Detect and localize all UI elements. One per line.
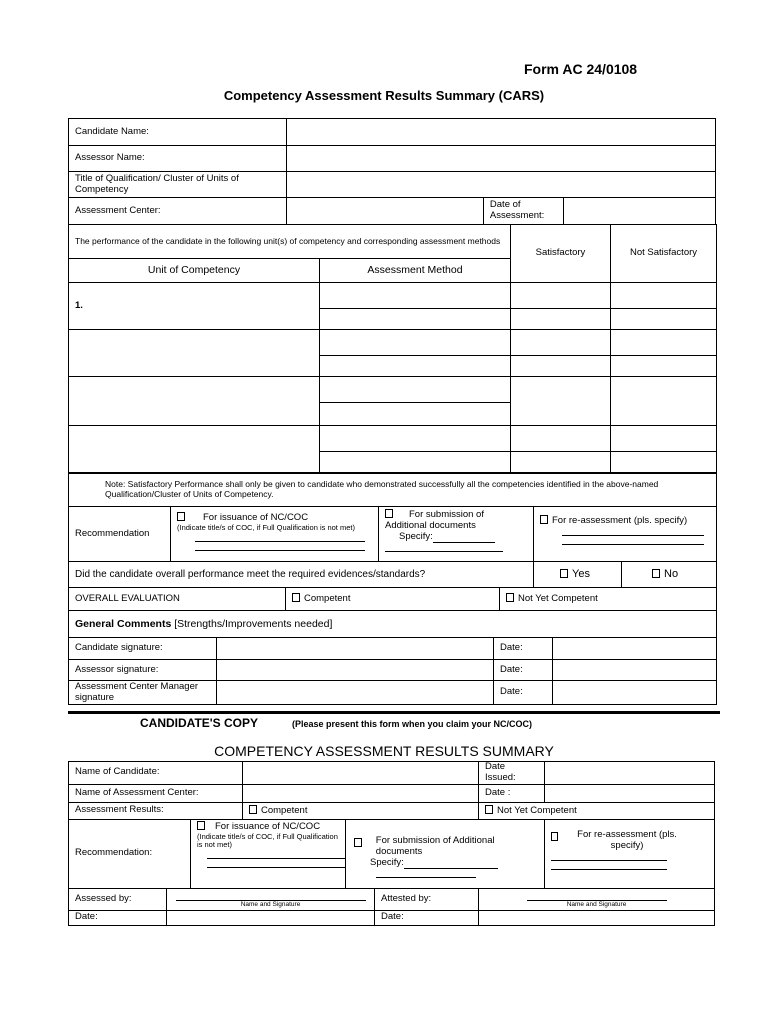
issuance-option[interactable] [171,507,379,562]
not-satisfactory-cell[interactable] [611,356,717,377]
method-cell[interactable] [320,330,511,356]
not-satisfactory-cell[interactable] [611,377,717,426]
satisfactory-cell[interactable] [511,452,611,473]
issuance-line[interactable] [207,867,346,868]
checkbox-icon[interactable] [197,821,205,830]
checkbox-icon[interactable] [560,569,568,578]
issuance-label: For issuance of NC/COC [215,820,321,832]
date-issued-field[interactable] [545,762,715,785]
reassessment-label: For re-assessment (pls. specify) [552,515,688,526]
assessment-results-label: Assessment Results: [69,802,243,819]
method-cell[interactable] [320,426,511,452]
yes-option[interactable] [534,562,622,588]
form-title: Competency Assessment Results Summary (CARS) [223,88,545,103]
specify-line[interactable] [433,542,495,543]
satisfactory-cell[interactable] [511,309,611,330]
method-cell[interactable] [320,377,511,403]
method-cell[interactable] [320,452,511,473]
submission-line[interactable] [385,551,503,552]
date-field[interactable] [553,660,717,681]
issuance-line[interactable] [195,550,365,551]
name-signature-label: Name and Signature [176,900,366,908]
candidate-signature-label: Candidate signature: [69,638,217,660]
satisfactory-cell[interactable] [511,330,611,356]
date-label: Date: [494,681,553,705]
checkbox-icon[interactable] [652,569,660,578]
date-of-assessment-field[interactable] [564,198,716,225]
issuance-note: (Indicate title/s of COC, if Full Qualification is not met) [197,831,338,850]
competent-label: Competent [261,804,308,816]
checkbox-icon[interactable] [551,832,558,841]
unit-row-2[interactable] [69,330,320,377]
overall-question: Did the candidate overall performance meet the required evidences/standards? [69,562,534,588]
issuance-note: (Indicate title/s of COC, if Full Qualification is not met) [177,522,355,532]
submission-label: For submission of Additional documents [385,509,484,531]
reassessment-label: For re-assessment (pls. specify) [577,828,677,851]
satisfactory-cell[interactable] [511,377,611,426]
reassessment-option[interactable] [545,819,715,888]
general-comments-hint: [Strengths/Improvements needed] [174,617,333,630]
date-field[interactable] [545,784,715,802]
attested-date-label: Date: [375,910,479,925]
date-label: Date: [494,638,553,660]
manager-signature-field[interactable] [217,681,494,705]
assessment-center-label: Assessment Center: [69,198,287,225]
candidate-copy-title: CANDIDATE'S COPY [140,716,258,730]
submission-label: For submission of Additional documents [375,834,495,857]
attested-by-label: Attested by: [375,888,479,910]
candidate-name-label: Candidate Name: [69,119,287,146]
reassessment-option[interactable] [534,507,717,562]
not-satisfactory-header: Not Satisfactory [611,225,717,283]
checkbox-icon[interactable] [506,593,514,602]
divider [68,711,720,714]
competent-option[interactable] [243,802,479,819]
evaluation-table [68,473,717,588]
specify-line[interactable] [404,868,498,869]
competent-option[interactable] [286,588,500,611]
reassessment-line[interactable] [562,544,704,545]
candidate-copy-table [68,761,715,926]
assessor-signature-field[interactable] [217,660,494,681]
assessor-name-field[interactable] [287,146,716,172]
qualification-field[interactable] [287,172,716,198]
overall-evaluation-table [68,587,717,638]
assessed-by-label: Assessed by: [69,888,167,910]
name-of-candidate-label: Name of Candidate: [69,762,243,785]
reassessment-line[interactable] [551,869,667,870]
signature-table [68,637,717,705]
checkbox-icon[interactable] [540,515,548,524]
not-satisfactory-cell[interactable] [611,426,717,452]
date-of-assessment-label: Date of Assessment: [483,198,563,225]
reassessment-line[interactable] [562,535,704,536]
method-header: Assessment Method [320,259,511,283]
checkbox-icon[interactable] [354,838,362,847]
submission-line[interactable] [376,877,476,878]
attested-date-field[interactable] [479,910,715,925]
submission-option[interactable] [379,507,534,562]
not-yet-competent-option[interactable] [479,802,715,819]
unit-row-4[interactable] [69,426,320,473]
checkbox-icon[interactable] [177,512,185,521]
checkbox-icon[interactable] [385,509,393,518]
performance-note: The performance of the candidate in the following unit(s) of competency and corresponding assessment methods [69,225,511,259]
candidate-signature-field[interactable] [217,638,494,660]
attested-by-signature-field[interactable] [479,888,715,910]
general-comments-field[interactable] [69,611,717,638]
manager-signature-label: Assessment Center Manager signature [69,681,217,705]
assessment-center-field[interactable] [287,198,484,225]
satisfactory-cell[interactable] [511,426,611,452]
not-satisfactory-cell[interactable] [611,283,717,309]
method-cell[interactable] [320,356,511,377]
assessor-name-label: Assessor Name: [69,146,287,172]
not-satisfactory-cell[interactable] [611,309,717,330]
not-yet-competent-option[interactable] [500,588,717,611]
assessed-date-field[interactable] [167,910,375,925]
candidate-copy-note: (Please present this form when you claim your NC/COC) [292,719,533,729]
not-satisfactory-cell[interactable] [611,452,717,473]
checkbox-icon[interactable] [485,805,493,814]
satisfactory-cell[interactable] [511,356,611,377]
issuance-line[interactable] [207,858,346,859]
issuance-label: For issuance of NC/COC [203,512,309,523]
issuance-option[interactable] [191,819,346,888]
name-signature-label: Name and Signature [527,900,667,908]
assessed-date-label: Date: [69,910,167,925]
method-cell[interactable] [320,283,511,309]
recommendation-label: Recommendation [69,507,171,562]
satisfactory-header: Satisfactory [511,225,611,283]
qualification-label: Title of Qualification/ Cluster of Units of Competency [69,172,287,198]
recommendation-label: Recommendation: [69,819,191,888]
date-field[interactable] [553,638,717,660]
reassessment-line[interactable] [551,860,667,861]
not-satisfactory-cell[interactable] [611,330,717,356]
method-cell[interactable] [320,403,511,426]
unit-row-3[interactable] [69,377,320,426]
no-label: No [664,568,679,581]
unit-row-1[interactable]: 1. [69,283,320,330]
overall-evaluation-label: OVERALL EVALUATION [69,588,286,611]
submission-option[interactable] [346,819,545,888]
date-issued-label: Date Issued: [479,762,545,785]
checkbox-icon[interactable] [249,805,257,814]
competent-label: Competent [304,593,351,605]
assessor-signature-label: Assessor signature: [69,660,217,681]
name-of-candidate-field[interactable] [243,762,479,785]
assessment-center-name-label: Name of Assessment Center: [69,784,243,802]
date-field[interactable] [553,681,717,705]
date-label: Date : [479,784,545,802]
candidate-name-field[interactable] [287,119,716,146]
unit-header: Unit of Competency [69,259,320,283]
candidate-info-table [68,118,716,225]
satisfactory-note: Note: Satisfactory Performance shall only be given to candidate who demonstrated successfully all the competencies identified in the above-named Qualification/Cluster of Units of Competency. [69,474,717,507]
not-yet-competent-label: Not Yet Competent [497,804,577,816]
specify-label: Specify: [370,856,404,868]
assessment-center-name-field[interactable] [243,784,479,802]
not-yet-competent-label: Not Yet Competent [518,593,598,605]
general-comments-label: General Comments [75,617,172,630]
checkbox-icon[interactable] [292,593,300,602]
satisfactory-cell[interactable] [511,283,611,309]
competency-table [68,224,717,473]
form-number: Form AC 24/0108 [524,61,638,77]
yes-label: Yes [572,568,590,581]
summary-title: COMPETENCY ASSESSMENT RESULTS SUMMARY [214,743,554,759]
assessed-by-signature-field[interactable] [167,888,375,910]
issuance-line[interactable] [195,541,365,542]
method-cell[interactable] [320,309,511,330]
specify-label: Specify: [399,530,433,542]
no-option[interactable] [622,562,717,588]
date-label: Date: [494,660,553,681]
